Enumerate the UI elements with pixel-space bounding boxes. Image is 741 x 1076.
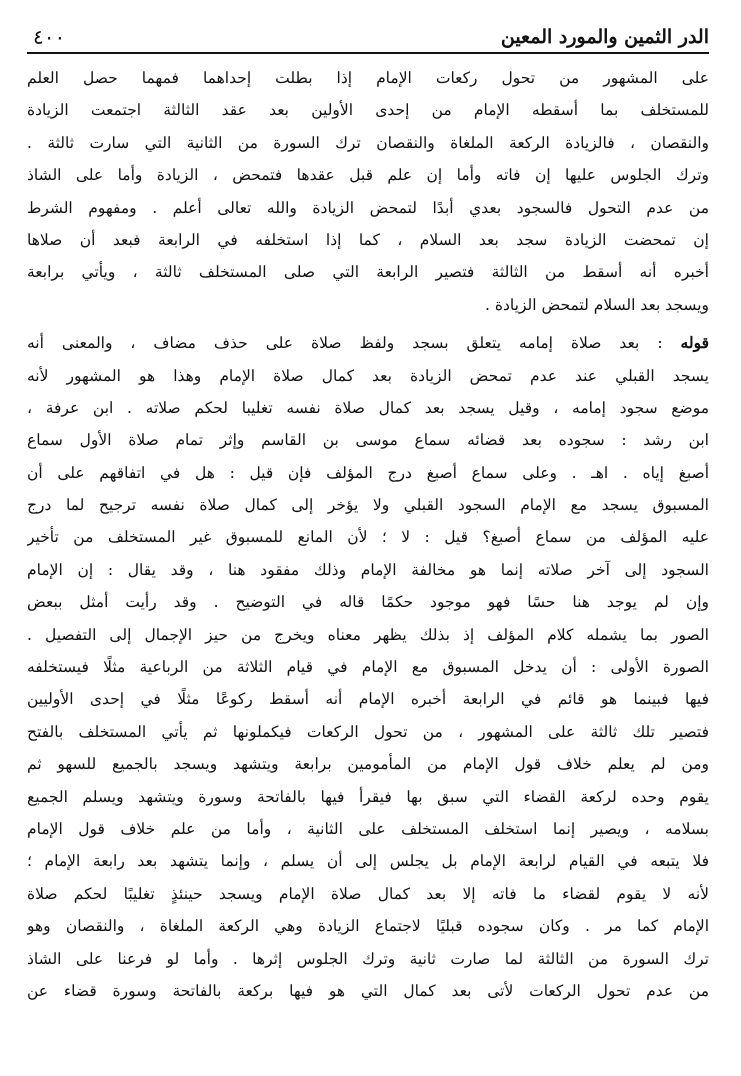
text-line: والنقصان ، فالزيادة الركعة الملغاة والنقصان ترك السورة من الثانية التي سارت ثالثة . [27,133,709,152]
paragraph [27,62,709,321]
text-line: ترك السورة من الثالثة لما صارت ثانية وترك الجلوس إثرها . وأما لو فرعنا على الشاذ [27,949,709,968]
text-line: وترك الجلوس عليها إن فاته وأما إن علم قبل عقدها فتمحض ، الزيادة وأما على الشاذ [27,166,709,185]
text-line: الصورة الأولى : أن يدخل المسبوق مع الإمام في قيام الثلاثة من الرباعية مثلًا فيستخلفه [27,658,709,677]
book-title: الدر الثمين والمورد المعين [500,26,709,48]
body-text [27,62,709,1007]
text-line: ويسجد بعد السلام لتمحض الزيادة . [485,295,709,314]
text-line: إن تمحضت الزيادة سجد بعد السلام ، كما إذا استخلفه في الرابعة فبعد أن صلاها [27,230,709,249]
text-line: السجود إلى آخر صلاته إنما هو مخالفة الإمام وذلك مفقود هنا ، وقد يقال : إن الإمام [27,560,709,579]
text-line: على المشهور من تحول ركعات الإمام إذا بطلت إحداهما فمهما حصل العلم [27,69,709,87]
text-line: عليه المؤلف من سماع أصبغ؟ قيل : لا ؛ لأن المانع للمسبوق غير المستخلف من تأخير [27,528,709,547]
text-line: أخبره أنه أسقط من الثالثة فتصير الرابعة التي صلى المستخلف ثالثة ، ويأتي برابعة [27,263,709,282]
text-line: فيها فبينما هو قائم في الرابعة أخبره الإمام أنه أسقط ركوعًا مثلًا في إحدى الأوليين [27,690,709,709]
page-number: ٤٠٠ [33,25,66,49]
text-line: فلا يتبعه في القيام لرابعة الإمام بل يجلس إلى أن يسلم ، وإنما يتشهد بعد رابعة الإمام ؛ [27,852,709,871]
lead-line-rest: : بعد صلاة إمامه يتعلق بسجد ولفظ صلاة على حذف مضاف ، والمعنى أنه [27,334,663,353]
text-line: للمستخلف بما أسقطه الإمام من إحدى الأولين بعد عقد الثالثة اجتمعت الزيادة [27,101,709,120]
text-line: الإمام كما مر . وكان سجوده قبليًا لاجتماع الزيادة وهي الركعة الملغاة ، والنقصان وهو [27,917,709,936]
text-line: المسبوق يسجد مع الإمام السجود القبلي ولا يؤخر إلى كمال صلاة نفسه ترجيح لما درج [27,496,709,515]
page-header [27,22,709,54]
text-line: لأنه لا يقوم لقضاء ما فاته إلا بعد كمال صلاة الإمام ويسجد حينئذٍ تغليبًا لحكم صلاة [27,884,709,903]
text-line: أصبغ إياه . اهـ . وعلى سماع أصبغ درج المؤلف فإن قيل : هل في اتفاقهم على أن [27,463,709,482]
paragraph [27,327,709,1007]
text-line: وإن لم يوجد هنا حسًا فهو موجود حكمًا قاله في التوضيح . وقد رأيت أمثل ببعض [27,593,709,612]
text-line: ومن لم يعلم خلاف قول الإمام من المأمومين برابعة ويتشهد ويسجد بالجميع للسهو ثم [27,755,709,774]
text-line: موضع سجود إمامه ، وقيل يسجد بعد كمال صلاة نفسه تغليبا لحكم صلاته . ابن عرفة ، [27,398,709,417]
text-line: فتصير تلك ثالثة على المشهور ، من تحول الركعات فيكملونها ثم يأتي المستخلف بالفتح [27,722,709,741]
lead-word: قوله [680,333,709,353]
text-line: يقوم وحده لركعة القضاء التي سبق بها فيقرأ فيها بالفاتحة وسورة ويتشهد ويسلم الجميع [27,787,709,806]
text-line: يسجد القبلي عند عدم تمحض الزيادة بعد كمال صلاة الإمام وهذا هو المشهور لأنه [27,366,709,385]
text-line: من عدم تحول الركعات لأتى بعد كمال التي هو فيها بركعة بالفاتحة وسورة قضاء عن [27,981,709,1000]
text-line: الصور بما يشمله كلام المؤلف إذ بذلك يظهر معناه ويخرج من حيز الإجمال إلى التفصيل . [27,625,709,644]
text-line: بسلامه ، ويصير إنما استخلف المستخلف على الثانية ، وأما من علم خلاف قول الإمام [27,819,709,838]
text-line: ابن رشد : سجوده بعد قضائه سماع موسى بن القاسم وإثر تمام صلاة الأول سماع [27,431,709,450]
text-line [27,327,709,359]
text-line: من عدم التحول فالسجود بعدي أبدًا لتمحض الزيادة والله تعالى أعلم . ومفهوم الشرط [27,198,709,217]
